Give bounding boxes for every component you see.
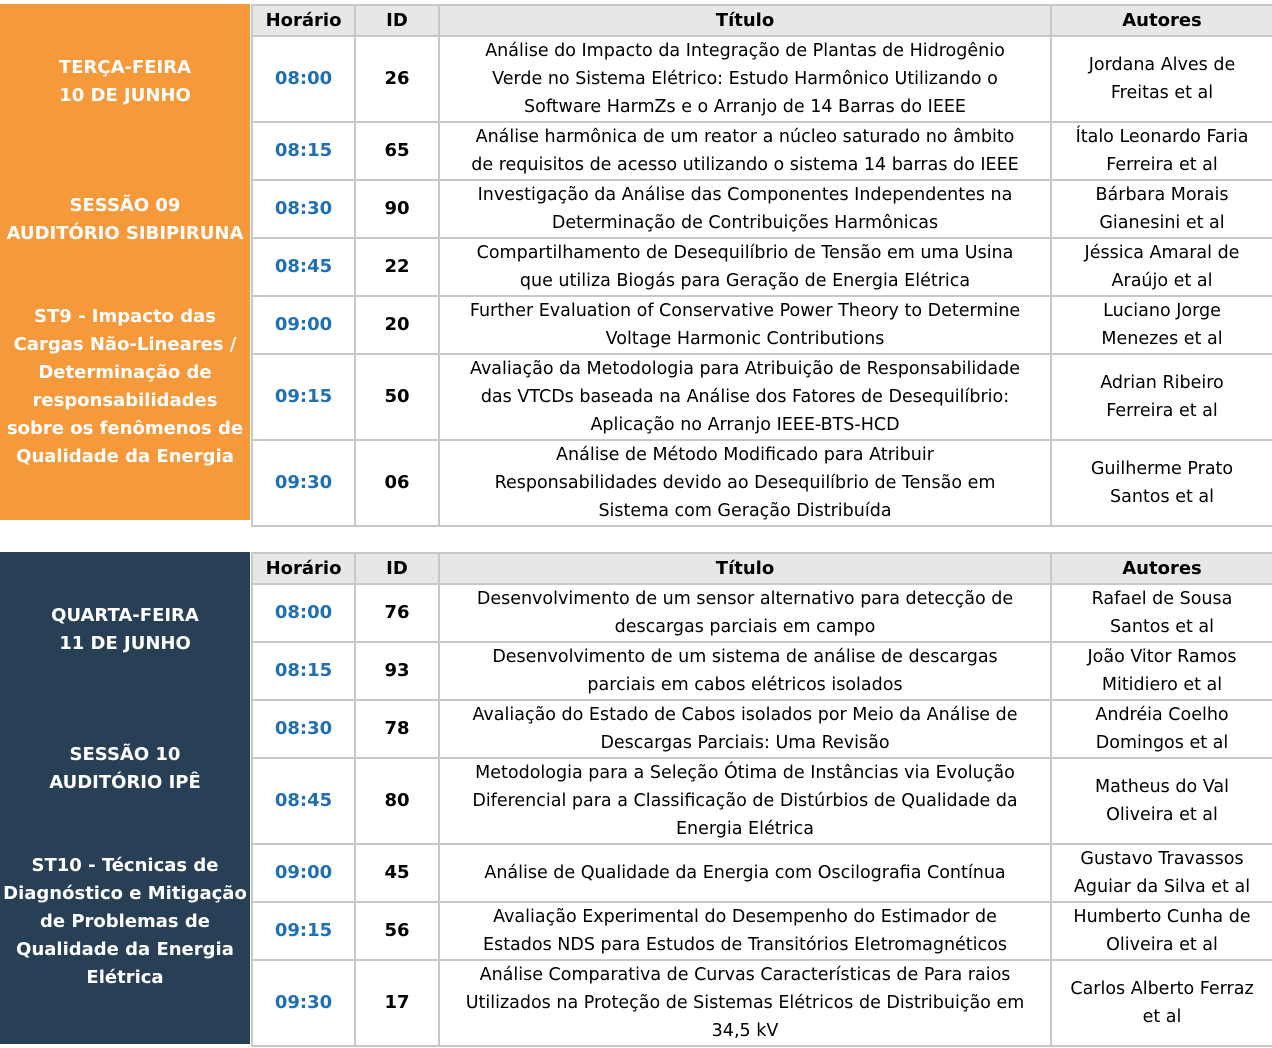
cell-title bbox=[439, 584, 1051, 642]
cell-id bbox=[355, 700, 439, 758]
table-header-row bbox=[252, 553, 1272, 584]
table-row bbox=[252, 180, 1272, 238]
cell-id-line: 26 bbox=[384, 68, 410, 89]
cell-id-line: 76 bbox=[384, 602, 410, 623]
cell-authors-line: Matheus do Val bbox=[1095, 777, 1229, 797]
cell-title bbox=[439, 700, 1051, 758]
cell-title-line: Análise de Qualidade da Energia com Oscilografia Contínua bbox=[484, 863, 1006, 883]
cell-id-line: 93 bbox=[384, 660, 410, 681]
cell-id bbox=[355, 122, 439, 180]
cell-time bbox=[252, 36, 355, 122]
cell-title bbox=[439, 122, 1051, 180]
cell-authors-line: Rafael de Sousa bbox=[1091, 589, 1233, 609]
cell-authors-line: Andréia Coelho bbox=[1095, 705, 1229, 725]
cell-authors bbox=[1051, 238, 1272, 296]
cell-title-line: Software HarmZs e o Arranjo de 14 Barras do IEEE bbox=[524, 97, 966, 117]
day-date: 10 DE JUNHO bbox=[59, 85, 191, 106]
cell-authors-line: Domingos et al bbox=[1095, 733, 1229, 753]
cell-time-line: 09:15 bbox=[274, 920, 333, 941]
table-row bbox=[252, 642, 1272, 700]
cell-authors-line: Jéssica Amaral de bbox=[1084, 243, 1240, 263]
table-row bbox=[252, 844, 1272, 902]
cell-id bbox=[355, 960, 439, 1046]
topic-line: responsabilidades bbox=[32, 390, 218, 411]
table-row bbox=[252, 296, 1272, 354]
topic-line: Qualidade da Energia bbox=[16, 939, 234, 960]
cell-authors-line: Guilherme Prato bbox=[1090, 459, 1234, 479]
cell-id-line: 50 bbox=[384, 386, 410, 407]
cell-title bbox=[439, 238, 1051, 296]
header-title: Título bbox=[439, 5, 1051, 36]
cell-title-line: Sistema com Geração Distribuída bbox=[598, 501, 892, 521]
table-row bbox=[252, 354, 1272, 440]
cell-time-line: 09:30 bbox=[274, 472, 333, 493]
cell-time-line: 09:00 bbox=[274, 314, 333, 335]
cell-title-line: Avaliação da Metodologia para Atribuição de Responsabilidade bbox=[470, 359, 1020, 379]
cell-time bbox=[252, 354, 355, 440]
cell-time bbox=[252, 960, 355, 1046]
cell-id-line: 22 bbox=[384, 256, 410, 277]
session-room: AUDITÓRIO SIBIPIRUNA bbox=[6, 223, 244, 244]
cell-authors-line: Ferreira et al bbox=[1106, 401, 1218, 421]
cell-authors-line: Oliveira et al bbox=[1106, 935, 1218, 955]
cell-title-line: 34,5 kV bbox=[711, 1021, 779, 1041]
cell-time-line: 08:30 bbox=[274, 198, 333, 219]
cell-title-line: Utilizados na Proteção de Sistemas Elétricos de Distribuição em bbox=[465, 993, 1025, 1013]
cell-authors bbox=[1051, 960, 1272, 1046]
header-id: ID bbox=[355, 553, 439, 584]
topic-line: Diagnóstico e Mitigação bbox=[3, 883, 247, 904]
session-label bbox=[0, 741, 250, 797]
cell-id bbox=[355, 584, 439, 642]
cell-authors-line: et al bbox=[1142, 1007, 1182, 1027]
cell-authors bbox=[1051, 296, 1272, 354]
cell-title bbox=[439, 354, 1051, 440]
topic-line: de Problemas de bbox=[39, 911, 211, 932]
cell-authors-line: Jordana Alves de bbox=[1088, 55, 1236, 75]
topic-line: Elétrica bbox=[86, 967, 164, 988]
cell-title-line: Determinação de Contribuições Harmônicas bbox=[551, 213, 939, 233]
cell-title-line: das VTCDs baseada na Análise dos Fatores de Desequilíbrio: bbox=[480, 387, 1010, 407]
topic-line: ST10 - Técnicas de bbox=[31, 855, 219, 876]
session-room: AUDITÓRIO IPÊ bbox=[49, 772, 201, 793]
cell-title bbox=[439, 960, 1051, 1046]
schedule-table bbox=[251, 4, 1272, 527]
session-topic bbox=[0, 303, 250, 471]
cell-authors-line: Luciano Jorge bbox=[1103, 301, 1221, 321]
cell-authors-line: Menezes et al bbox=[1101, 329, 1223, 349]
cell-id bbox=[355, 238, 439, 296]
topic-line: sobre os fenômenos de bbox=[6, 418, 244, 439]
cell-title-line: Aplicação no Arranjo IEEE-BTS-HCD bbox=[590, 415, 900, 435]
cell-authors bbox=[1051, 844, 1272, 902]
cell-title-line: Desenvolvimento de um sistema de análise de descargas bbox=[492, 647, 998, 667]
cell-title-line: Verde no Sistema Elétrico: Estudo Harmônico Utilizando o bbox=[492, 69, 998, 89]
cell-authors-line: Araújo et al bbox=[1111, 271, 1213, 291]
table-row bbox=[252, 36, 1272, 122]
cell-id-line: 78 bbox=[384, 718, 410, 739]
cell-authors-line: Adrian Ribeiro bbox=[1100, 373, 1224, 393]
cell-title-line: Análise do Impacto da Integração de Plantas de Hidrogênio bbox=[485, 41, 1005, 61]
cell-authors-line: Aguiar da Silva et al bbox=[1073, 877, 1251, 897]
cell-title-line: parciais em cabos elétricos isolados bbox=[587, 675, 903, 695]
cell-id-line: 65 bbox=[384, 140, 410, 161]
cell-title-line: Estados NDS para Estudos de Transitórios Eletromagnéticos bbox=[483, 935, 1007, 955]
session-topic bbox=[0, 852, 250, 992]
day-weekday: QUARTA-FEIRA bbox=[51, 605, 199, 626]
cell-authors bbox=[1051, 180, 1272, 238]
table-row bbox=[252, 758, 1272, 844]
cell-title bbox=[439, 758, 1051, 844]
cell-title-line: Further Evaluation of Conservative Power Theory to Determine bbox=[469, 301, 1021, 321]
cell-title-line: Responsabilidades devido ao Desequilíbrio de Tensão em bbox=[494, 473, 996, 493]
cell-authors-line: Santos et al bbox=[1110, 487, 1214, 507]
day-label bbox=[0, 602, 250, 658]
session-block-10 bbox=[0, 552, 1272, 1044]
header-authors: Autores bbox=[1051, 553, 1272, 584]
cell-authors bbox=[1051, 902, 1272, 960]
header-authors: Autores bbox=[1051, 5, 1272, 36]
cell-id-line: 45 bbox=[384, 862, 410, 883]
cell-id bbox=[355, 844, 439, 902]
cell-time bbox=[252, 440, 355, 526]
cell-title bbox=[439, 440, 1051, 526]
cell-title-line: Diferencial para a Classificação de Distúrbios de Qualidade da bbox=[472, 791, 1018, 811]
cell-time-line: 08:45 bbox=[274, 256, 333, 277]
table-header-row bbox=[252, 5, 1272, 36]
table-row bbox=[252, 902, 1272, 960]
table-row bbox=[252, 440, 1272, 526]
session-sidebar bbox=[0, 4, 250, 520]
cell-id-line: 56 bbox=[384, 920, 410, 941]
cell-id-line: 20 bbox=[384, 314, 410, 335]
cell-title bbox=[439, 36, 1051, 122]
cell-id-line: 90 bbox=[384, 198, 410, 219]
topic-line: ST9 - Impacto das bbox=[34, 306, 216, 327]
cell-id bbox=[355, 354, 439, 440]
cell-time bbox=[252, 180, 355, 238]
cell-title-line: Avaliação do Estado de Cabos isolados por Meio da Análise de bbox=[472, 705, 1018, 725]
day-weekday: TERÇA-FEIRA bbox=[58, 57, 192, 78]
cell-time-line: 08:15 bbox=[274, 660, 333, 681]
cell-id-line: 17 bbox=[384, 992, 410, 1013]
cell-authors-line: Santos et al bbox=[1110, 617, 1214, 637]
cell-time-line: 08:30 bbox=[274, 718, 333, 739]
cell-id bbox=[355, 36, 439, 122]
cell-authors bbox=[1051, 584, 1272, 642]
cell-id bbox=[355, 758, 439, 844]
cell-title-line: descargas parciais em campo bbox=[614, 617, 876, 637]
cell-title-line: Análise de Método Modificado para Atribuir bbox=[556, 445, 934, 465]
cell-authors bbox=[1051, 354, 1272, 440]
cell-time bbox=[252, 700, 355, 758]
cell-id bbox=[355, 902, 439, 960]
cell-authors-line: Carlos Alberto Ferraz bbox=[1070, 979, 1254, 999]
cell-authors bbox=[1051, 700, 1272, 758]
cell-title-line: de requisitos de acesso utilizando o sistema 14 barras do IEEE bbox=[471, 155, 1019, 175]
cell-title-line: Investigação da Análise das Componentes Independentes na bbox=[477, 185, 1013, 205]
header-title: Título bbox=[439, 553, 1051, 584]
table-row bbox=[252, 700, 1272, 758]
cell-time-line: 09:15 bbox=[274, 386, 333, 407]
cell-authors-line: Gianesini et al bbox=[1099, 213, 1225, 233]
cell-id bbox=[355, 642, 439, 700]
cell-title-line: Energia Elétrica bbox=[675, 819, 814, 839]
cell-title bbox=[439, 902, 1051, 960]
cell-title-line: que utiliza Biogás para Geração de Energia Elétrica bbox=[519, 271, 971, 291]
day-date: 11 DE JUNHO bbox=[59, 633, 191, 654]
session-sidebar bbox=[0, 552, 250, 1044]
cell-title-line: Análise Comparativa de Curvas Características de Para raios bbox=[479, 965, 1011, 985]
cell-authors-line: Oliveira et al bbox=[1106, 805, 1218, 825]
cell-title-line: Análise harmônica de um reator a núcleo saturado no âmbito bbox=[475, 127, 1015, 147]
topic-line: Determinação de bbox=[38, 362, 212, 383]
session-number: SESSÃO 09 bbox=[69, 195, 181, 216]
table-row bbox=[252, 584, 1272, 642]
cell-title-line: Descargas Parciais: Uma Revisão bbox=[600, 733, 890, 753]
cell-time-line: 08:00 bbox=[274, 68, 333, 89]
cell-authors-line: Mitidiero et al bbox=[1101, 675, 1223, 695]
cell-title-line: Avaliação Experimental do Desempenho do Estimador de bbox=[493, 907, 997, 927]
cell-title-line: Voltage Harmonic Contributions bbox=[605, 329, 885, 349]
header-id: ID bbox=[355, 5, 439, 36]
cell-time-line: 08:45 bbox=[274, 790, 333, 811]
cell-authors-line: Bárbara Morais bbox=[1095, 185, 1229, 205]
cell-authors-line: João Vitor Ramos bbox=[1087, 647, 1237, 667]
cell-title-line: Metodologia para a Seleção Ótima de Instâncias via Evolução bbox=[475, 763, 1015, 783]
cell-id-line: 80 bbox=[384, 790, 410, 811]
cell-time bbox=[252, 238, 355, 296]
cell-authors-line: Gustavo Travassos bbox=[1080, 849, 1244, 869]
cell-authors-line: Freitas et al bbox=[1110, 83, 1214, 103]
cell-id-line: 06 bbox=[384, 472, 410, 493]
cell-time bbox=[252, 122, 355, 180]
cell-title bbox=[439, 844, 1051, 902]
cell-time bbox=[252, 642, 355, 700]
cell-title-line: Desenvolvimento de um sensor alternativo para detecção de bbox=[476, 589, 1014, 609]
day-label bbox=[0, 54, 250, 110]
header-time: Horário bbox=[252, 5, 355, 36]
table-row bbox=[252, 122, 1272, 180]
cell-authors bbox=[1051, 122, 1272, 180]
cell-time bbox=[252, 584, 355, 642]
cell-time bbox=[252, 758, 355, 844]
cell-title bbox=[439, 180, 1051, 238]
cell-authors-line: Ítalo Leonardo Faria bbox=[1075, 127, 1249, 147]
topic-line: Cargas Não-Lineares / bbox=[13, 334, 237, 355]
header-time: Horário bbox=[252, 553, 355, 584]
topic-line: Qualidade da Energia bbox=[16, 446, 234, 467]
session-block-09 bbox=[0, 4, 1272, 520]
cell-id bbox=[355, 296, 439, 354]
cell-authors bbox=[1051, 758, 1272, 844]
cell-authors-line: Ferreira et al bbox=[1106, 155, 1218, 175]
schedule-table bbox=[251, 552, 1272, 1047]
table-row bbox=[252, 960, 1272, 1046]
cell-time-line: 08:15 bbox=[274, 140, 333, 161]
cell-authors-line: Humberto Cunha de bbox=[1073, 907, 1251, 927]
table-row bbox=[252, 238, 1272, 296]
cell-title bbox=[439, 642, 1051, 700]
cell-time bbox=[252, 844, 355, 902]
cell-authors bbox=[1051, 36, 1272, 122]
cell-time bbox=[252, 902, 355, 960]
cell-time bbox=[252, 296, 355, 354]
cell-id bbox=[355, 180, 439, 238]
cell-time-line: 08:00 bbox=[274, 602, 333, 623]
cell-authors bbox=[1051, 440, 1272, 526]
cell-time-line: 09:30 bbox=[274, 992, 333, 1013]
cell-title-line: Compartilhamento de Desequilíbrio de Tensão em uma Usina bbox=[476, 243, 1014, 263]
session-number: SESSÃO 10 bbox=[69, 744, 181, 765]
session-label bbox=[0, 192, 250, 248]
cell-title bbox=[439, 296, 1051, 354]
cell-id bbox=[355, 440, 439, 526]
cell-authors bbox=[1051, 642, 1272, 700]
cell-time-line: 09:00 bbox=[274, 862, 333, 883]
